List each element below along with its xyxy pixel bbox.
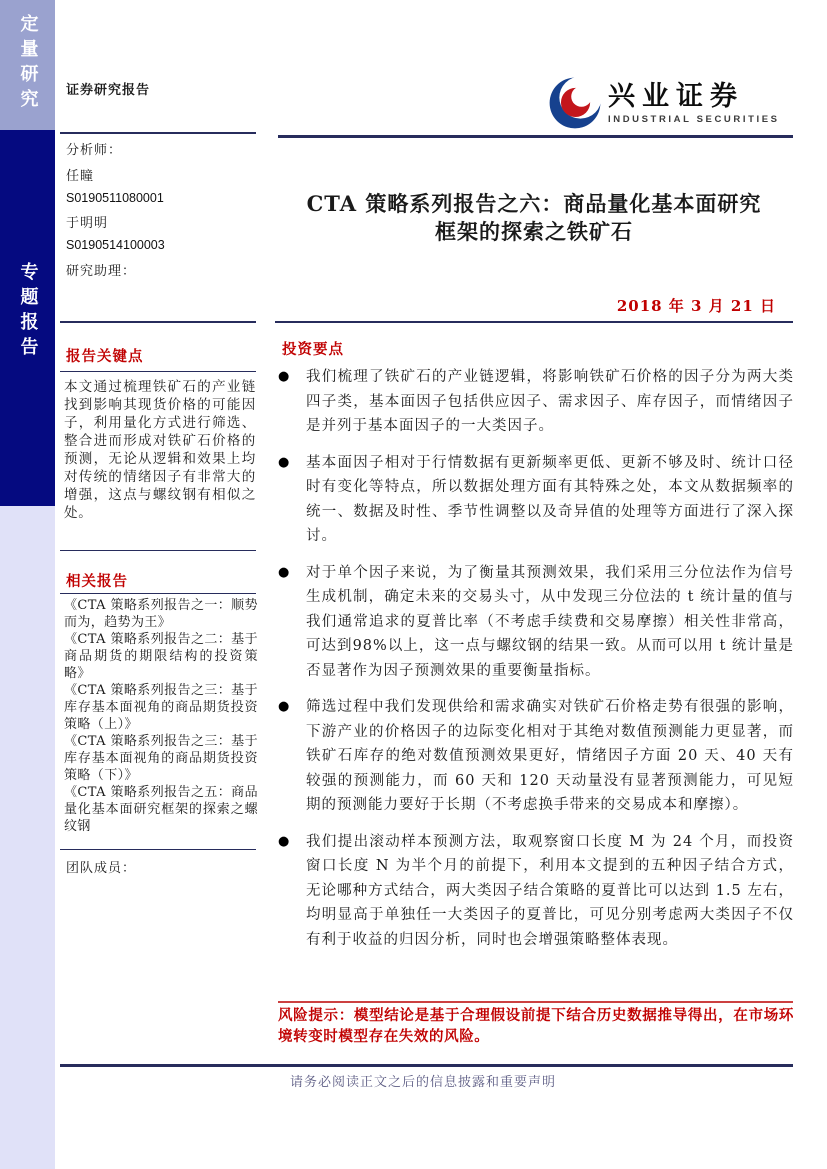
analyst-name: 任瞳 <box>66 169 95 184</box>
divider-footer <box>60 1064 793 1067</box>
report-type-label: 证券研究报告 <box>66 83 151 98</box>
highlight-text: 对于单个因子来说，为了衡量其预测效果，我们采用三分位法作为信号生成机制，确定未来的交易头寸，从中发现三分位法的 t 统计量的值与我们通常追求的夏普比率（不考虑手续费和交易摩擦）相关性非常高，可达到98%以上，这一点与螺纹钢的结果一致。从而可以用 t 统计量是否显著作为因子预测效果的重要衡量指标。 <box>306 564 794 679</box>
divider-left-date <box>60 321 256 323</box>
analyst-name: 于明明 <box>66 216 109 231</box>
analyst-heading: 分析师： <box>66 143 123 158</box>
divider-right-date <box>275 321 793 323</box>
divider-keypoints <box>60 371 256 372</box>
report-title-line1: CTA 策略系列报告之六：商品量化基本面研究 <box>306 191 762 216</box>
analyst-license-code: S0190514100003 <box>66 238 165 252</box>
sidebar-section-quant-research <box>0 0 55 130</box>
bullet-dot-icon: ● <box>278 833 290 849</box>
logo-english-name: INDUSTRIAL SECURITIES <box>608 113 780 125</box>
key-points-body: 本文通过梳理铁矿石的产业链找到影响其现货价格的可能因子，利用量化方式进行筛选、整合进而形成对铁矿石价格的预测，无论从逻辑和效果上均对传统的情绪因子有非常大的增强，这点与螺纹钢有相似之处。 <box>64 379 256 521</box>
report-title <box>276 190 792 246</box>
highlight-item <box>278 830 794 953</box>
logo-chinese-name: 兴业证券 <box>608 80 744 112</box>
highlight-text: 基本面因子相对于行情数据有更新频率更低、更新不够及时、统计口径时有变化等特点，所以数据处理方面有其特殊之处，本文从数据频率的统一、数据及时性、季节性调整以及奇异值的处理等方面进行了深入探讨。 <box>306 454 794 544</box>
highlight-text: 我们梳理了铁矿石的产业链逻辑，将影响铁矿石价格的因子分为两大类四子类，基本面因子包括供应因子、需求因子、库存因子，而情绪因子是并列于基本面因子的一大类因子。 <box>306 369 794 434</box>
logo-text-block <box>608 82 780 125</box>
highlight-item <box>278 695 794 818</box>
related-report-item[interactable]: 《CTA 策略系列报告之三：基于库存基本面视角的商品期货投资策略（上）》 <box>64 683 258 732</box>
bullet-dot-icon: ● <box>278 369 290 384</box>
analyst-license-code: S0190511080001 <box>66 191 164 205</box>
related-report-item[interactable]: 《CTA 策略系列报告之二：基于商品期货的期限结构的投资策略》 <box>64 632 258 681</box>
highlight-item <box>278 561 794 684</box>
team-members-label: 团队成员： <box>66 861 137 876</box>
sidebar-label-quant-research: 定量研究 <box>17 14 39 114</box>
research-assistant-label: 研究助理： <box>66 264 137 279</box>
divider-related-bottom <box>60 593 256 594</box>
divider-related-top <box>60 550 256 551</box>
sidebar-section-topic-report <box>0 130 55 506</box>
related-reports-heading: 相关报告 <box>66 573 128 590</box>
sidebar <box>0 0 55 1169</box>
bullet-dot-icon: ● <box>278 564 290 580</box>
related-reports-list <box>64 597 258 835</box>
highlight-item <box>278 365 794 439</box>
risk-warning: 风险提示：模型结论是基于合理假设前提下结合历史数据推导得出，在市场环境转变时模型存在失效的风险。 <box>278 1007 794 1045</box>
divider-risk <box>278 1001 793 1003</box>
bullet-dot-icon: ● <box>278 454 290 470</box>
highlight-text: 筛选过程中我们发现供给和需求确实对铁矿石价格走势有很强的影响，下游产业的价格因子的边际变化相对于其绝对数值预测能力更显著，而铁矿石库存的绝对数值预测效果更好，情绪因子方面 20 天、40 天有较强的预测能力，而 60 天和 120 天动量没有显著预测能力，可见短期的预测能力要好于长期（不考虑换手带来的交易成本和摩擦）。 <box>306 699 794 813</box>
sidebar-label-topic-report: 专题报告 <box>17 262 39 362</box>
investment-highlights-list <box>278 365 794 964</box>
analyst-block <box>66 139 256 259</box>
divider-right-header <box>278 135 793 138</box>
investment-highlights-heading: 投资要点 <box>282 341 344 358</box>
highlight-item <box>278 451 794 549</box>
publication-date: 2018 年 3 月 21 日 <box>616 297 776 315</box>
divider-left-header <box>60 132 256 134</box>
bullet-dot-icon: ● <box>278 699 290 714</box>
sidebar-bottom-band <box>0 506 55 1169</box>
related-report-item[interactable]: 《CTA 策略系列报告之三：基于库存基本面视角的商品期货投资策略（下）》 <box>64 734 258 783</box>
report-title-line2: 框架的探索之铁矿石 <box>435 219 633 244</box>
logo-swirl-icon <box>548 76 602 130</box>
key-points-heading: 报告关键点 <box>66 348 144 365</box>
highlight-text: 我们提出滚动样本预测方法，取观察窗口长度 M 为 24 个月，而投资窗口长度 N 为半个月的前提下，利用本文提到的五种因子结合方式，无论哪种方式结合，两大类因子结合策略的夏普比可以达到 1.5 左右，均明显高于单独任一大类因子的夏普比，可见分别考虑两大类因子不仅有利于收益的归因分析，同时也会增强策略整体表现。 <box>306 833 794 948</box>
company-logo <box>548 74 784 132</box>
footer-disclaimer: 请务必阅读正文之后的信息披露和重要声明 <box>290 1075 557 1090</box>
related-report-item[interactable]: 《CTA 策略系列报告之五：商品量化基本面研究框架的探索之螺纹钢 <box>64 785 258 834</box>
related-report-item[interactable]: 《CTA 策略系列报告之一：顺势而为，趋势为王》 <box>64 598 258 630</box>
divider-team <box>60 849 256 850</box>
